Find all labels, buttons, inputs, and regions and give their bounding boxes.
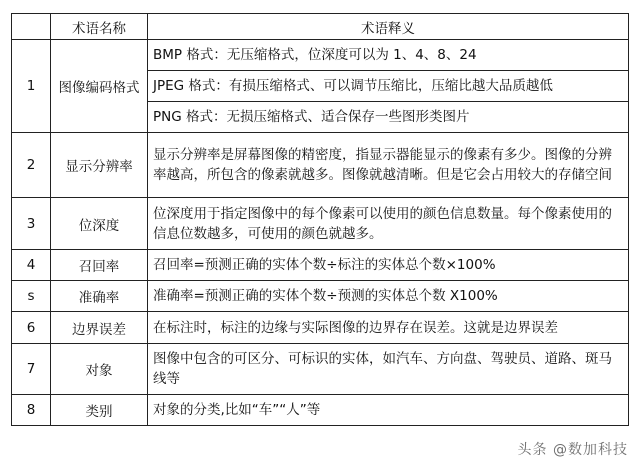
row-number: 1 [12, 40, 51, 133]
term-name: 对象 [51, 344, 148, 395]
term-definition: 在标注时，标注的边缘与实际图像的边界存在误差。这就是边界误差 [148, 312, 629, 344]
term-name: 位深度 [51, 198, 148, 250]
header-term-name: 术语名称 [51, 14, 148, 40]
term-definition: 准确率=预测正确的实体个数÷预测的实体总个数 X100% [148, 281, 629, 312]
table-row [12, 250, 629, 281]
term-name: 边界误差 [51, 312, 148, 344]
row-number: 2 [12, 133, 51, 198]
terms-table [11, 13, 629, 426]
term-name: 召回率 [51, 250, 148, 281]
term-definition: 显示分辨率是屏幕图像的精密度，指显示器能显示的像素有多少。图像的分辨率越高，所包含的像素就越多。图像就越清晰。但是它会占用较大的存储空间 [148, 133, 629, 198]
table-row [12, 281, 629, 312]
header-row [12, 14, 629, 40]
term-definition: 位深度用于指定图像中的每个像素可以使用的颜色信息数量。每个像素使用的信息位数越多，可使用的颜色就越多。 [148, 198, 629, 250]
table-row [12, 40, 629, 71]
term-name: 显示分辨率 [51, 133, 148, 198]
table-row [12, 395, 629, 426]
term-name: 类别 [51, 395, 148, 426]
row-number: 3 [12, 198, 51, 250]
term-definition: 对象的分类,比如“车”“人”等 [148, 395, 629, 426]
term-definition: BMP 格式：无压缩格式，位深度可以为 1、4、8、24 [148, 40, 629, 71]
row-number: 7 [12, 344, 51, 395]
term-definition: PNG 格式：无损压缩格式、适合保存一些图形类图片 [148, 102, 629, 133]
table-row [12, 312, 629, 344]
term-definition: 召回率=预测正确的实体个数÷标注的实体总个数×100% [148, 250, 629, 281]
table-row [12, 133, 629, 198]
header-index [12, 14, 51, 40]
term-name: 准确率 [51, 281, 148, 312]
header-term-definition: 术语释义 [148, 14, 629, 40]
table-row [12, 344, 629, 395]
row-number: 6 [12, 312, 51, 344]
term-name: 图像编码格式 [51, 40, 148, 133]
row-number: 4 [12, 250, 51, 281]
table-row [12, 198, 629, 250]
row-number: 8 [12, 395, 51, 426]
row-number: s [12, 281, 51, 312]
term-definition: JPEG 格式：有损压缩格式、可以调节压缩比，压缩比越大品质越低 [148, 71, 629, 102]
watermark: 头条 @数加科技 [517, 442, 628, 458]
term-definition: 图像中包含的可区分、可标识的实体，如汽车、方向盘、驾驶员、道路、斑马线等 [148, 344, 629, 395]
